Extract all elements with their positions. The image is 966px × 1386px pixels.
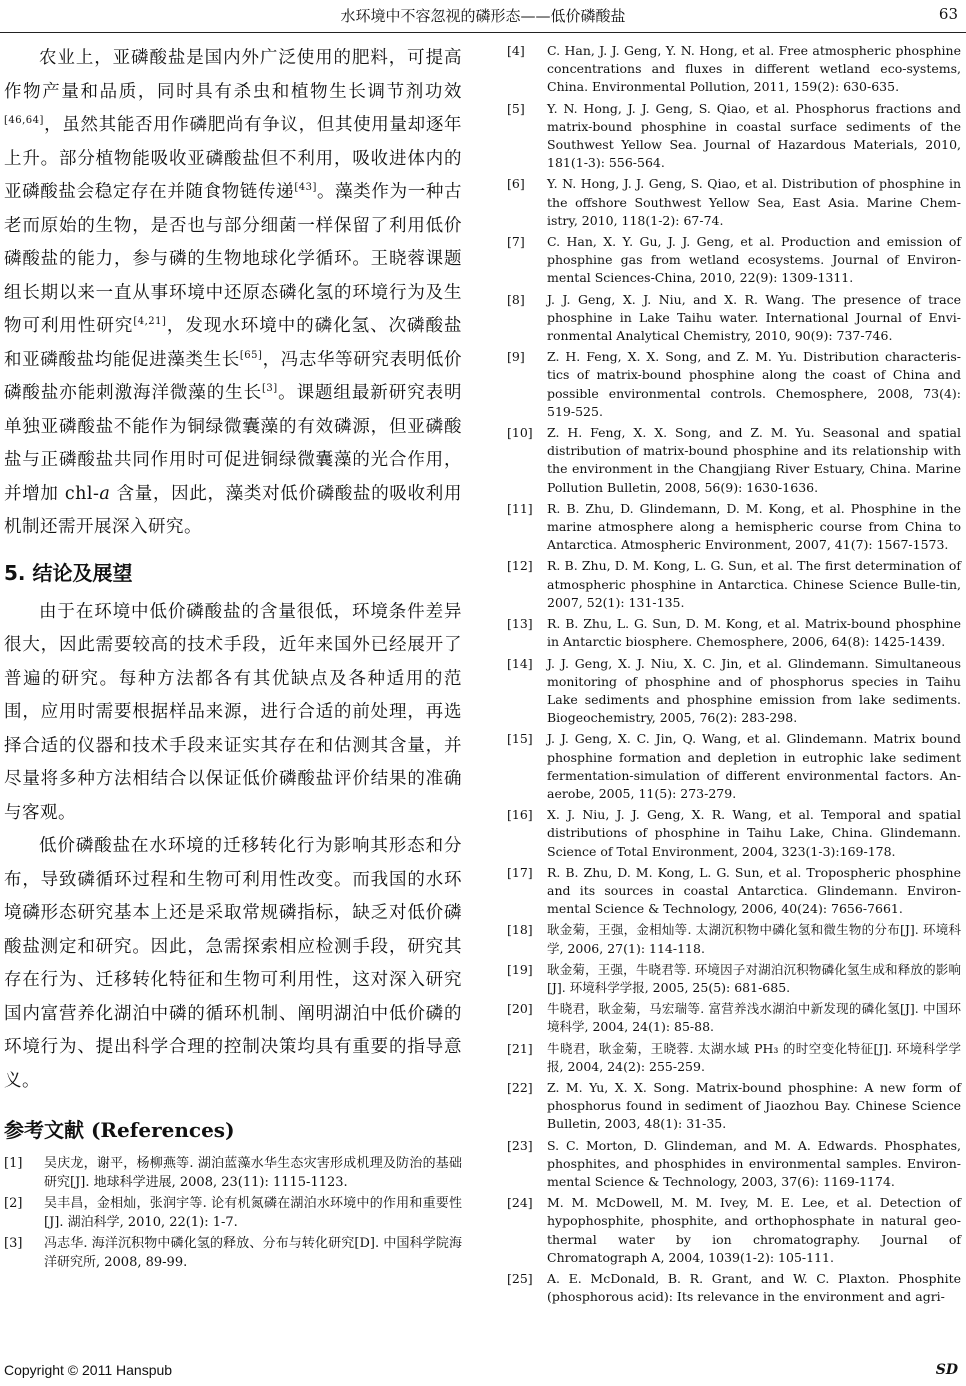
paragraph-conclusion-2: 低价磷酸盐在水环境的迁移转化行为影响其形态和分布，导致磷循环过程和生物可利用性改变。而我国的水环境磷形态研究基本上还是采取常规磷指标，缺乏对低价磷酸盐测定和研究。因此，急需探索相应检测手段，研究其存在行为、迁移转化特征和生物可利用性，这对深入研究国内富营养化湖泊中磷的循环机制、阐明湖泊中低价磷的环境行为、提出科学合理的控制决策均具有重要的指导意义。	[4, 836, 462, 1091]
reference-item	[507, 100, 961, 173]
reference-item	[4, 1155, 462, 1192]
reference-item	[507, 1079, 961, 1134]
text-run: 。藻类作为一种古老而原始的生物，是否也与部分细菌一样保留了利用低价磷酸盐的能力，参与磷的生物地球化学循环。王晓蓉课题组长期以来一直从事环境中还原态磷化氢的环境行为及生物可利用性研究	[4, 182, 462, 336]
reference-text: Z. M. Yu, X. X. Song. Matrix-bound phosphine: A new form of phosphorus found in sediment of Jiaozhou Bay. Chinese Science Bulletin, 2003, 48(1): 31-35.	[547, 1079, 961, 1132]
reference-number: [20]	[507, 1001, 533, 1017]
reference-item	[507, 655, 961, 728]
reference-item	[507, 233, 961, 288]
paragraph-algae-phosphite	[4, 42, 462, 545]
references-heading	[4, 1114, 462, 1143]
reference-text: R. B. Zhu, D. M. Kong, L. G. Sun, et al. Tropospheric phosphine and its sources in coastal Antarctica. Glindemann. Environ-mental Science & Technology, 2006, 40(24): 7656-7661.	[547, 864, 961, 917]
reference-number: [5]	[507, 100, 525, 116]
reference-text: J. J. Geng, X. J. Niu, X. C. Jin, et al. Glindemann. Simultaneous monitoring of phosphine and of phosphorus species in Taihu Lake sediments and phosphine emission from lake sediments. Biogeochemistry, 2005, 76(2): 283-298.	[547, 655, 961, 726]
reference-text: M. M. McDowell, M. M. Ivey, M. E. Lee, et al. Detection of hypophosphite, phosphite, and orthophosphate in natural geo-thermal water by ion chromatography. Journal of Chromatograph A, 2004, 1039(1-2): 105-111.	[547, 1195, 961, 1265]
reference-number: [4]	[507, 43, 525, 58]
page-header	[0, 0, 966, 33]
reference-item	[507, 730, 961, 803]
page-footer	[0, 1360, 966, 1386]
reference-item	[507, 1137, 961, 1192]
reference-number: [1]	[4, 1156, 23, 1171]
reference-list-left	[4, 1155, 462, 1272]
reference-text: Z. H. Feng, X. X. Song, and Z. M. Yu. Seasonal and spatial distribution of matrix-bound phosphine and its relationship with the environment in the Changjiang River Estuary, China. Marine Pollution Bulletin, 2008, 56(9): 1630-1636.	[547, 425, 961, 495]
reference-text: R. B. Zhu, D. Glindemann, D. M. Kong, et al. Phosphine in the marine atmosphere along a hemispheric course from China to Antarctica. Atmospheric Environment, 2007, 41(7): 1567-1573.	[547, 500, 961, 553]
reference-item	[507, 1194, 961, 1267]
reference-item	[507, 557, 961, 612]
citation-superscript: [46,64]	[4, 115, 44, 127]
reference-item	[4, 1195, 462, 1232]
reference-text: J. J. Geng, X. C. Jin, Q. Wang, et al. Glindemann. Matrix bound phosphine formation and depletion in eutrophic lake sediment fermentation-simulation of different environmental factors. An-aerobe, 2005, 11(5): 273-279.	[547, 731, 961, 801]
references-heading-cn: 参考文献	[4, 1118, 84, 1142]
reference-text: 吴庆龙，谢平，杨柳燕等. 湖泊蓝藻水华生态灾害形成机理及防治的基础研究[J]. 地球科学进展, 2008, 23(11): 1115-1123.	[44, 1156, 462, 1190]
reference-number: [8]	[507, 291, 525, 307]
references-heading-en: (References)	[90, 1118, 235, 1142]
reference-item	[507, 615, 961, 651]
reference-text: J. J. Geng, X. J. Niu, and X. R. Wang. The presence of trace phosphine in Lake Taihu water. International Journal of Envi-ronmental Analytical Chemistry, 2010, 90(9): 737-746.	[547, 291, 961, 344]
reference-number: [12]	[507, 558, 533, 574]
reference-item	[507, 291, 961, 346]
reference-number: [3]	[4, 1236, 23, 1251]
journal-abbreviation: SD	[935, 1362, 958, 1378]
reference-number: [24]	[507, 1195, 533, 1211]
reference-number: [2]	[4, 1196, 23, 1211]
citation-superscript: [4,21]	[133, 316, 167, 328]
reference-number: [10]	[507, 425, 533, 441]
reference-text: Y. N. Hong, J. J. Geng, S. Qiao, et al. Distribution of phosphine in the offshore Southwest Yellow Sea, East Asia. Marine Chem-istry, 2010, 118(1-2): 67-74.	[547, 176, 961, 228]
reference-number: [6]	[507, 176, 525, 192]
copyright-notice: Copyright © 2011 Hanspub	[4, 1362, 173, 1378]
citation-superscript: [43]	[294, 182, 317, 194]
right-column	[507, 42, 961, 1309]
reference-text: Y. N. Hong, J. J. Geng, S. Qiao, et al. Phosphorus fractions and matrix-bound phosphine in coastal surface sediments of the Southwest Yellow Sea. Journal of Hazardous Materials, 2010, 181(1-3): 556-564.	[547, 100, 961, 171]
reference-item	[507, 1040, 961, 1076]
reference-list-right	[507, 42, 961, 1306]
reference-item	[507, 348, 961, 421]
text-run: 含量，因此，藻类对低价磷酸盐的吸收利用机制还需开展深入研究。	[4, 483, 462, 537]
italic-run: a	[99, 483, 111, 504]
text-run: 农业上，亚磷酸盐是国内外广泛使用的肥料，可提高作物产量和品质，同时具有杀虫和植物生长调节剂功效	[4, 48, 462, 102]
reference-item	[507, 961, 961, 997]
text-run: ，虽然其能否用作磷肥尚有争议，但其使用量却逐年上升。部分植物能吸收亚磷酸盐但不利用，吸收进体内的亚磷酸盐会稳定存在并随食物链传递	[4, 115, 462, 202]
reference-text: 牛晓君，耿金菊，王晓蓉. 太湖水域 PH₃ 的时空变化特征[J]. 环境科学学报, 2004, 24(2): 255-259.	[547, 1040, 961, 1074]
reference-text: 牛晓君，耿金菊，马宏瑞等. 富营养浅水湖泊中新发现的磷化氢[J]. 中国环境科学, 2004, 24(1): 85-88.	[547, 1001, 961, 1035]
left-column	[4, 42, 462, 1275]
reference-number: [11]	[507, 500, 533, 516]
reference-item	[507, 175, 961, 230]
reference-item	[4, 1235, 462, 1272]
reference-number: [7]	[507, 234, 525, 250]
reference-number: [23]	[507, 1137, 533, 1153]
page-number: 63	[938, 5, 958, 23]
reference-text: X. J. Niu, J. J. Geng, X. R. Wang, et al. Temporal and spatial distributions of phosphine in Taihu Lake, China. Glindemann. Science of Total Environment, 2004, 323(1-3):169-178.	[547, 807, 961, 859]
reference-item	[507, 921, 961, 957]
reference-item	[507, 1000, 961, 1036]
reference-text: R. B. Zhu, L. G. Sun, D. M. Kong, et al. Matrix-bound phosphine in Antarctic biosphere. Chemosphere, 2006, 64(8): 1425-1439.	[547, 616, 961, 650]
reference-number: [19]	[507, 961, 533, 977]
reference-number: [25]	[507, 1271, 533, 1286]
section-title-conclusion: 5. 结论及展望	[4, 560, 133, 585]
reference-text: 冯志华. 海洋沉积物中磷化氢的释放、分布与转化研究[D]. 中国科学院海洋研究所, 2008, 89-99.	[44, 1236, 462, 1270]
citation-superscript: [65]	[239, 349, 263, 361]
reference-number: [14]	[507, 655, 533, 671]
reference-item	[507, 806, 961, 861]
reference-number: [21]	[507, 1040, 533, 1056]
reference-item	[507, 864, 961, 919]
reference-text: S. C. Morton, D. Glindeman, and M. A. Edwards. Phosphates, phosphites, and phosphides in environmental samples. Environ-mental Science & Technology, 2003, 37(6): 1169-1174.	[547, 1137, 961, 1189]
text-run: 。课题组最新研究表明单独亚磷酸盐不能作为铜绿微囊藻的有效磷源，但亚磷酸盐与正磷酸盐共同作用时可促进铜绿微囊藻的光合作用，并增加 chl-	[4, 383, 463, 504]
reference-number: [22]	[507, 1079, 533, 1095]
reference-text: 耿金菊，王强，牛晓君等. 环境因子对湖泊沉积物磷化氢生成和释放的影响[J]. 环境科学学报, 2005, 25(5): 681-685.	[547, 961, 961, 995]
reference-text: Z. H. Feng, X. X. Song, and Z. M. Yu. Distribution characteris-tics of matrix-bound phosphine along the coast of China and possible environmental controls. Chemosphere, 2008, 73(4): 519-525.	[547, 349, 961, 419]
reference-text: A. E. McDonald, B. R. Grant, and W. C. Plaxton. Phosphite (phosphorous acid): Its relevance in the environment and agri-	[547, 1271, 961, 1305]
reference-text: C. Han, X. Y. Gu, J. J. Geng, et al. Production and emission of phosphine gas from wetland ecosystems. Journal of Environ-mental Sciences-China, 2010, 22(9): 1309-1311.	[547, 234, 961, 286]
reference-number: [17]	[507, 864, 533, 880]
reference-item	[507, 424, 961, 497]
reference-number: [13]	[507, 616, 533, 632]
reference-text: 吴丰昌，金相灿，张润宇等. 论有机氮磷在湖泊水环境中的作用和重要性[J]. 湖泊科学, 2010, 22(1): 1-7.	[44, 1196, 462, 1230]
text-run: ，冯志华等研究表明低价磷酸盐亦能刺激海洋微藻的生长	[4, 349, 463, 403]
reference-text: C. Han, J. J. Geng, Y. N. Hong, et al. Free atmospheric phosphine concentrations and fluxes in different wetland eco-systems, China. Environmental Pollution, 2011, 159(2): 630-635.	[547, 43, 961, 95]
reference-number: [15]	[507, 731, 533, 747]
reference-item	[507, 1270, 961, 1306]
reference-text: R. B. Zhu, D. M. Kong, L. G. Sun, et al. The first determination of atmospheric phosphine in Antarctica. Chinese Science Bulle-tin, 2007, 52(1): 131-135.	[547, 558, 961, 610]
paragraph-conclusion-1: 由于在环境中低价磷酸盐的含量很低，环境条件差异很大，因此需要较高的技术手段，近年来国外已经展开了普遍的研究。每种方法都各有其优缺点及各种适用的范围，应用时需要根据样品来源，进行合适的前处理，再选择合适的仪器和技术手段来证实其存在和估测其含量，并尽量将多种方法相结合以保证低价磷酸盐评价结果的准确与客观。	[4, 601, 462, 823]
reference-number: [16]	[507, 807, 533, 823]
reference-number: [18]	[507, 922, 533, 938]
reference-text: 耿金菊，王强，金相灿等. 太湖沉积物中磷化氢和微生物的分布[J]. 环境科学, 2006, 27(1): 114-118.	[547, 922, 961, 956]
text-run: ，发现水环境中的磷化氢、次磷酸盐和亚磷酸盐均能促进藻类生长	[4, 316, 463, 370]
reference-item	[507, 42, 961, 97]
citation-superscript: [3]	[262, 383, 278, 395]
reference-item	[507, 500, 961, 555]
reference-number: [9]	[507, 349, 525, 365]
running-title: 水环境中不容忽视的磷形态——低价磷酸盐	[340, 7, 626, 25]
